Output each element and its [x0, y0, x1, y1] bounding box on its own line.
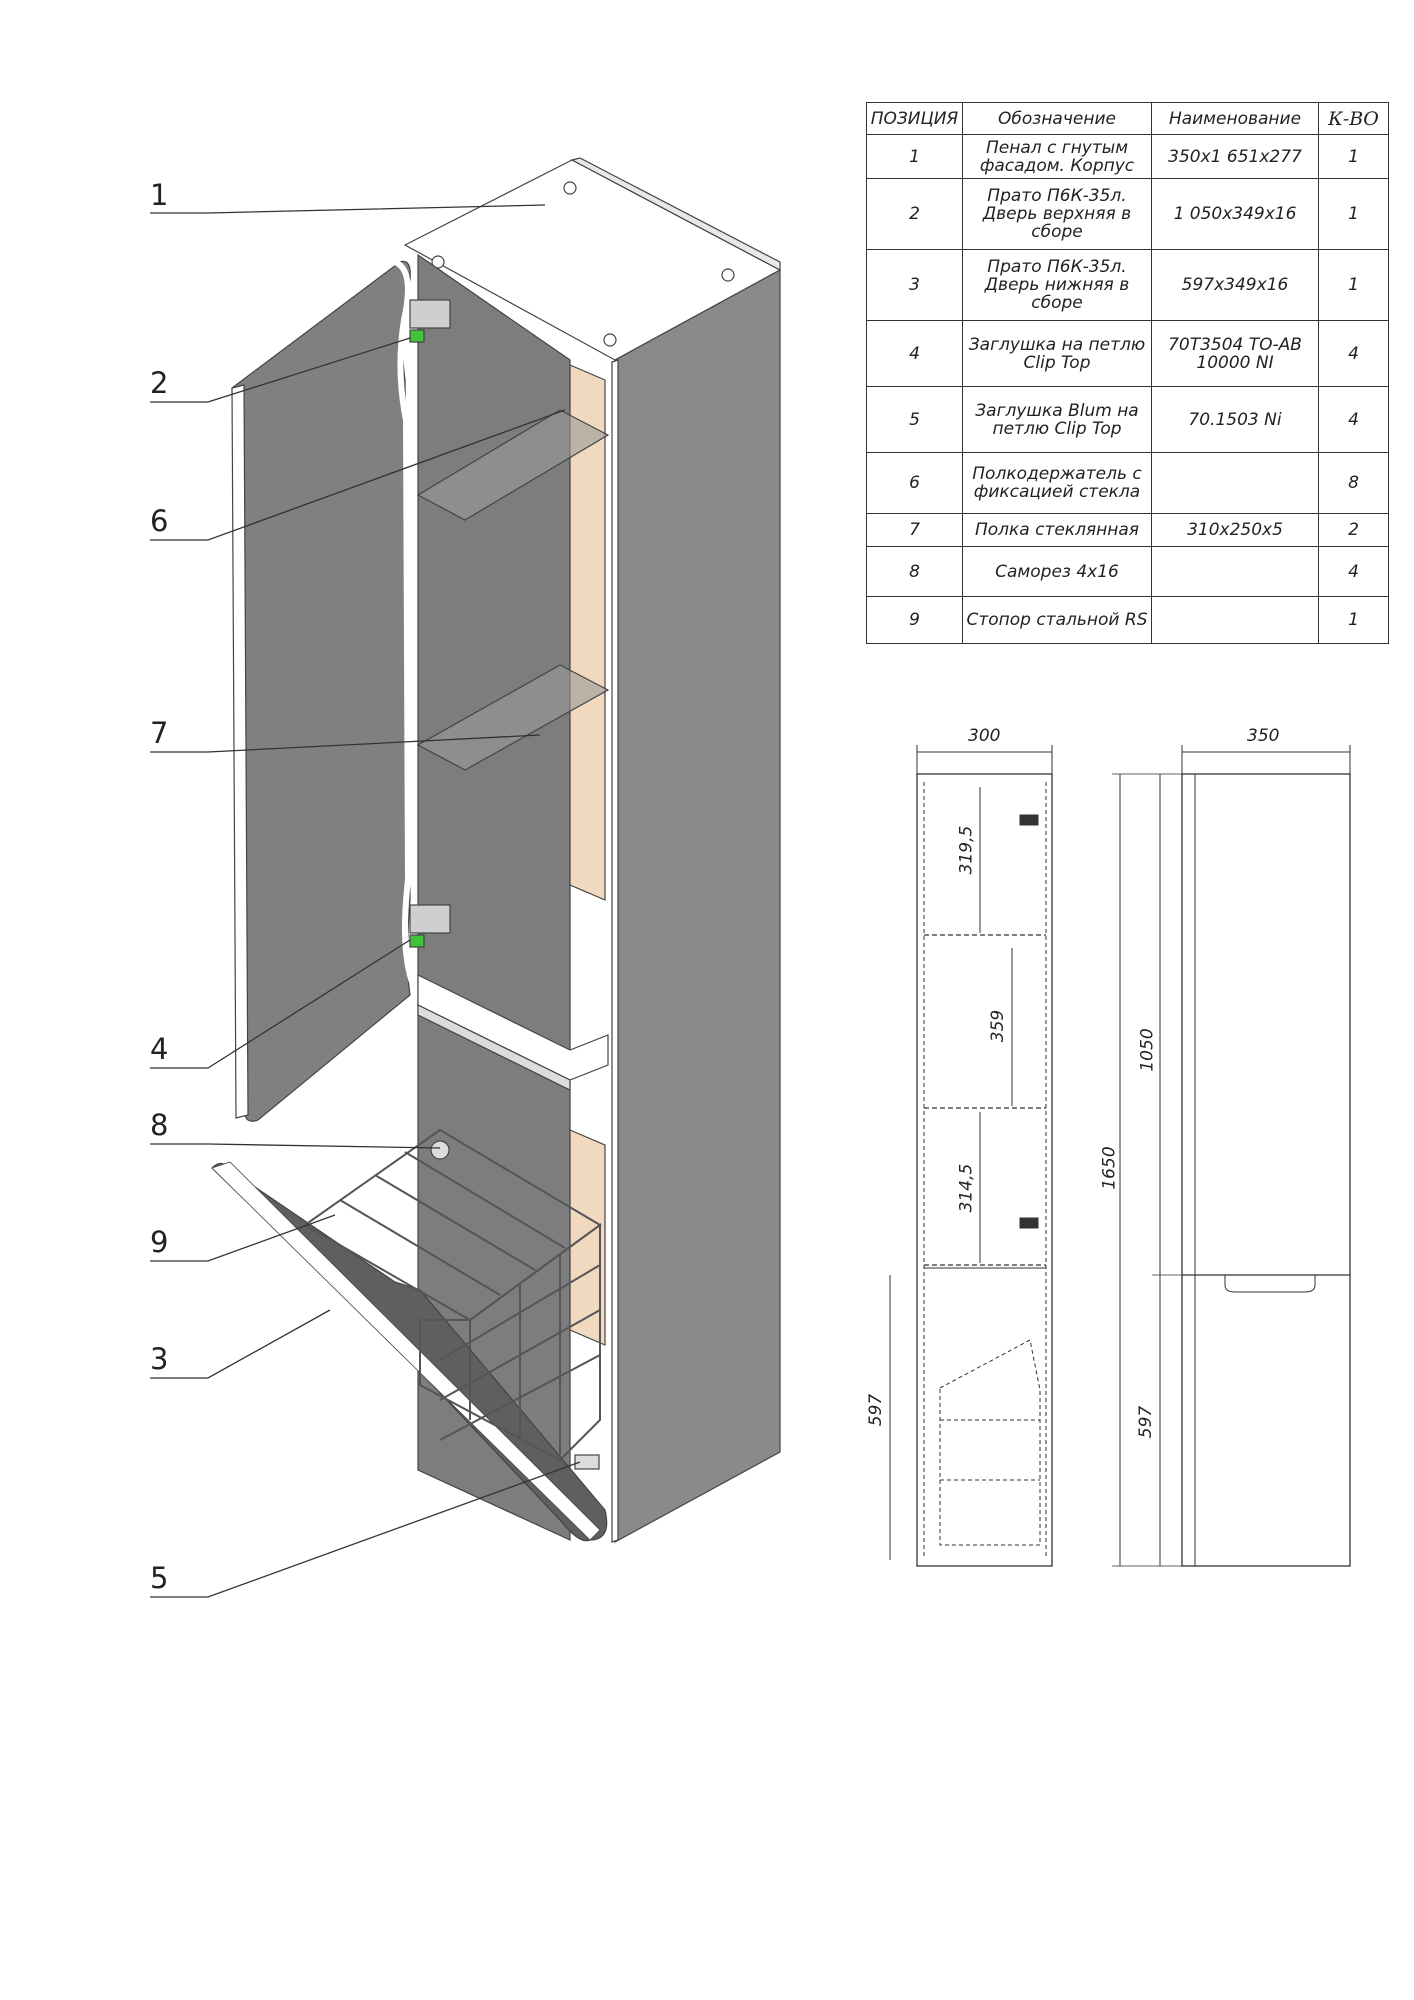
front-view — [1112, 745, 1350, 1566]
cell-name: 70.1503 Ni — [1152, 387, 1319, 453]
cell-qty: 8 — [1319, 453, 1389, 514]
hinge-bottom — [410, 905, 450, 933]
cell-name: 1 050x349x16 — [1152, 179, 1319, 250]
cell-qty: 1 — [1319, 597, 1389, 644]
callout-7: 7 — [150, 716, 169, 750]
cell-designation: Саморез 4x16 — [963, 547, 1152, 597]
cell-qty: 4 — [1319, 387, 1389, 453]
dim-total-height: 1650 — [1099, 1146, 1120, 1190]
dim-lower-left: 597 — [866, 1393, 887, 1427]
cell-name — [1152, 547, 1319, 597]
cell-qty: 1 — [1319, 135, 1389, 179]
table-row — [867, 453, 1389, 514]
cell-pos: 9 — [867, 597, 963, 644]
dim-shelf-bottom: 314,5 — [956, 1163, 977, 1213]
cell-pos: 8 — [867, 547, 963, 597]
cell-designation: Прато П6К-35л. Дверь нижняя в сборе — [963, 250, 1152, 321]
table-row — [867, 547, 1389, 597]
cell-designation: Стопор стальной RS — [963, 597, 1152, 644]
cell-qty: 2 — [1319, 514, 1389, 547]
table-row — [867, 387, 1389, 453]
table-header-row — [867, 103, 1389, 135]
cell-designation: Заглушка Blum на петлю Clip Top — [963, 387, 1152, 453]
cell-name: 310x250x5 — [1152, 514, 1319, 547]
cell-qty: 1 — [1319, 250, 1389, 321]
callout-9: 9 — [150, 1225, 169, 1259]
cell-qty: 4 — [1319, 321, 1389, 387]
callout-2: 2 — [150, 366, 169, 400]
dim-shelf-mid: 359 — [988, 1009, 1009, 1043]
cabinet-side-panel — [615, 270, 780, 1542]
cell-designation: Полкодержатель с фиксацией стекла — [963, 453, 1152, 514]
cell-pos: 7 — [867, 514, 963, 547]
cell-designation: Пенал с гнутым фасадом. Корпус — [963, 135, 1152, 179]
table-row — [867, 250, 1389, 321]
cell-qty: 4 — [1319, 547, 1389, 597]
cell-designation: Прато П6К-35л. Дверь верхняя в сборе — [963, 179, 1152, 250]
cell-pos: 1 — [867, 135, 963, 179]
upper-door — [232, 261, 410, 1121]
cell-name — [1152, 597, 1319, 644]
cell-designation: Полка стеклянная — [963, 514, 1152, 547]
cell-pos: 4 — [867, 321, 963, 387]
cell-pos: 2 — [867, 179, 963, 250]
cell-name: 597x349x16 — [1152, 250, 1319, 321]
table-row — [867, 597, 1389, 644]
table-row — [867, 321, 1389, 387]
cell-name: 70T3504 TO-AB 10000 NI — [1152, 321, 1319, 387]
dim-upper-height: 1050 — [1137, 1028, 1158, 1072]
cell-name: 350x1 651x277 — [1152, 135, 1319, 179]
cell-pos: 6 — [867, 453, 963, 514]
dim-shelf-top: 319,5 — [956, 825, 977, 875]
callout-3: 3 — [150, 1342, 169, 1376]
cabinet-isometric — [212, 158, 780, 1542]
dim-front-width: 350 — [1247, 726, 1280, 746]
cell-pos: 5 — [867, 387, 963, 453]
table-row — [867, 179, 1389, 250]
dim-lower-right: 597 — [1136, 1405, 1157, 1439]
callout-5: 5 — [150, 1561, 169, 1595]
callout-6: 6 — [150, 504, 169, 538]
table-row — [867, 514, 1389, 547]
callout-8: 8 — [150, 1108, 169, 1142]
cell-designation: Заглушка на петлю Clip Top — [963, 321, 1152, 387]
cell-qty: 1 — [1319, 179, 1389, 250]
cell-name — [1152, 453, 1319, 514]
header-quantity: К-ВО — [1319, 103, 1389, 135]
header-name: Наименование — [1152, 103, 1319, 135]
header-designation: Обозначение — [963, 103, 1152, 135]
cell-pos: 3 — [867, 250, 963, 321]
dim-side-width: 300 — [968, 726, 1001, 746]
callout-4: 4 — [150, 1032, 169, 1066]
header-position: ПОЗИЦИЯ — [867, 103, 963, 135]
specification-table — [866, 102, 1389, 644]
callout-1: 1 — [150, 178, 169, 212]
table-row — [867, 135, 1389, 179]
hinge-top — [410, 300, 450, 328]
